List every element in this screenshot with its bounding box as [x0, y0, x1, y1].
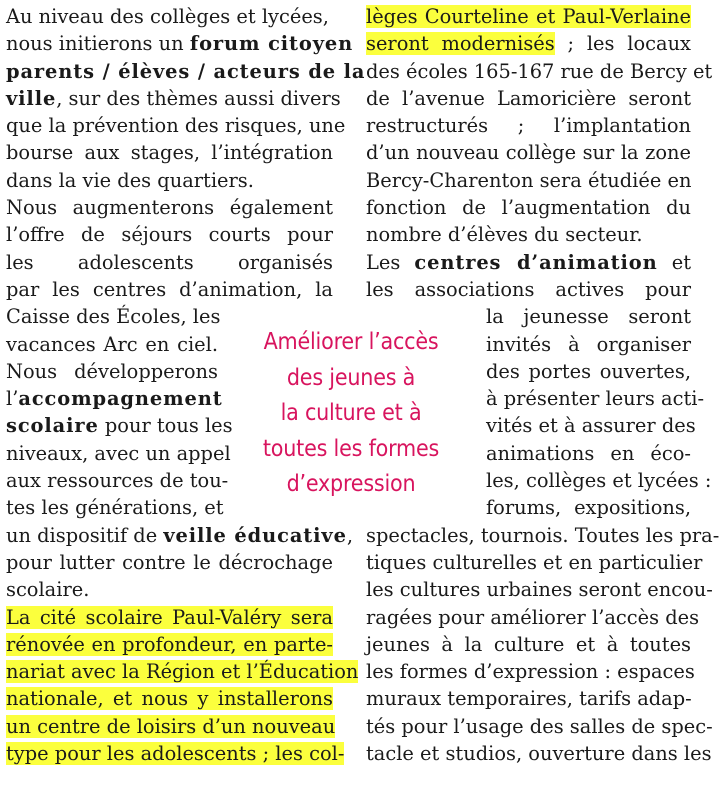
text-line [366, 604, 700, 631]
text-run: seront modernisés [366, 32, 555, 56]
pull-quote-line: des jeunes à [286, 364, 416, 391]
text-run: Au niveau des collèges et lycées, [6, 5, 329, 28]
text-run: nombre d’élèves du secteur. [366, 223, 643, 247]
text-line [486, 494, 691, 521]
text-line [6, 604, 333, 631]
text-run: vacances Arc en ciel. [6, 332, 218, 356]
text-run: des portes ouvertes, [486, 359, 691, 383]
text-run: lèges Courteline et Paul-Verlaine [366, 5, 691, 28]
text-line [6, 30, 354, 57]
text-run: spectacles, tournois. Toutes les pra- [366, 523, 719, 547]
text-line [366, 576, 713, 603]
pull-quote-line: la culture et à [280, 400, 422, 426]
text-run: rénovée en profondeur, en parte- [6, 632, 333, 656]
pull-quote-line: Améliorer l’accès [263, 329, 439, 355]
text-line [6, 358, 218, 385]
text-line [6, 249, 333, 276]
text-line [366, 249, 691, 276]
text-run: que la prévention des risques, une [6, 114, 346, 138]
text-run: tés pour l’usage des salles de spec- [366, 714, 713, 738]
text-line [366, 58, 713, 85]
text-run: à présenter leurs acti- [486, 387, 705, 411]
text-run: nationale, et nous y installerons [6, 687, 333, 711]
text-run: La cité scolaire Paul-Valéry sera [6, 605, 333, 629]
text-run: accompagnement [18, 387, 223, 411]
text-run: la jeunesse seront [486, 305, 691, 329]
text-line [6, 331, 218, 358]
text-line [366, 221, 691, 248]
text-run: les associations actives pour [366, 277, 691, 301]
text-line [6, 713, 336, 740]
text-line [6, 167, 333, 194]
text-line [6, 221, 333, 248]
text-run: vités et à assurer des [486, 414, 696, 438]
text-run: niveaux, avec un appel [6, 441, 231, 465]
text-run: scolaire [6, 414, 99, 438]
text-run: centres d’animation [414, 250, 658, 274]
text-run: un dispositif de [6, 523, 164, 547]
text-line [6, 440, 231, 467]
pull-quote-line: toutes les formes [262, 435, 440, 462]
text-run: invités à organiser [486, 332, 691, 356]
text-line [6, 276, 333, 303]
text-run: par les centres d’animation, la [6, 277, 333, 301]
text-line [366, 631, 691, 658]
text-line [6, 112, 346, 139]
text-run: aux ressources de tou- [6, 469, 229, 493]
text-run: Caisse des Écoles, les [6, 305, 221, 329]
pull-quote [236, 325, 466, 503]
text-run: ; les locaux [554, 32, 691, 56]
text-line [6, 631, 333, 658]
text-run: l’ [6, 387, 19, 411]
text-line [366, 167, 691, 194]
text-run: forum citoyen [189, 32, 354, 56]
text-line [366, 3, 691, 30]
text-line [6, 3, 333, 30]
text-run: et [657, 250, 692, 274]
text-run: Nous augmenterons également [6, 196, 333, 220]
text-line [486, 385, 705, 412]
text-line [6, 58, 366, 85]
text-run: un centre de loisirs d’un nouveau [6, 714, 336, 738]
text-run: d’un nouveau collège sur la zone [366, 141, 691, 165]
text-run: muraux temporaires, tarifs adap- [366, 687, 692, 711]
text-line [6, 740, 345, 767]
text-run: tacle et studios, ouverture dans les [366, 742, 712, 766]
text-run: pour lutter contre le décrochage [6, 550, 333, 574]
text-line [486, 303, 691, 330]
text-run: les formes d’expression : espaces [366, 660, 695, 684]
text-run: bourse aux stages, l’intégration [6, 141, 333, 165]
text-line [366, 522, 719, 549]
text-run: restructurés ; l’implantation [366, 114, 691, 138]
text-run: forums, expositions, [486, 496, 691, 520]
text-run: tiques culturelles et en particulier [366, 550, 703, 574]
text-line [6, 576, 333, 603]
text-run: dans la vie des quartiers. [6, 168, 254, 192]
text-line [486, 440, 691, 467]
text-line [6, 549, 333, 576]
text-run: , sur des thèmes aussi divers [56, 86, 341, 110]
text-line [366, 658, 695, 685]
text-line [366, 685, 691, 712]
text-line [6, 494, 224, 521]
text-line [6, 658, 359, 685]
text-line [366, 139, 691, 166]
text-run: ville [6, 86, 57, 110]
text-run: Bercy-Charenton sera étudiée en [366, 168, 692, 192]
text-run: , [346, 523, 353, 547]
text-run: jeunes à la culture et à toutes [366, 632, 691, 656]
text-line [6, 412, 233, 439]
text-line [366, 549, 703, 576]
text-line [6, 194, 333, 221]
text-run: Nous développerons [6, 359, 218, 383]
text-line [6, 522, 353, 549]
text-line [366, 276, 691, 303]
text-run: veille éducative [163, 523, 347, 547]
text-run: scolaire. [6, 578, 90, 602]
text-line [366, 112, 691, 139]
text-run: ragées pour améliorer l’accès des [366, 605, 700, 629]
text-run: fonction de l’augmentation du [366, 196, 691, 220]
text-run: nous initierons un [6, 32, 190, 56]
text-run: pour tous les [98, 414, 233, 438]
text-run: type pour les adolescents ; les col- [6, 742, 345, 766]
text-line [366, 740, 712, 767]
text-line [6, 85, 341, 112]
text-line [6, 303, 221, 330]
text-line [6, 139, 333, 166]
text-line [366, 713, 713, 740]
text-line [366, 194, 691, 221]
text-run: parents / élèves / acteurs de la [6, 59, 366, 83]
text-run: de l’avenue Lamoricière seront [366, 86, 691, 110]
text-line [6, 685, 333, 712]
text-line [6, 385, 223, 412]
text-run: les adolescents organisés [6, 250, 333, 274]
text-line [486, 467, 712, 494]
text-run: animations en éco- [486, 441, 691, 465]
text-run: nariat avec la Région et l’Éducation [6, 660, 359, 684]
text-line [486, 358, 691, 385]
text-run: l’offre de séjours courts pour [6, 223, 333, 247]
text-run: tes les générations, et [6, 496, 224, 520]
pull-quote-line: d’expression [286, 471, 416, 497]
text-line [486, 412, 696, 439]
text-run: les, collèges et lycées : [486, 469, 712, 493]
text-line [366, 85, 691, 112]
text-line [366, 30, 691, 57]
text-run: les cultures urbaines seront encou- [366, 578, 713, 602]
text-line [6, 467, 229, 494]
text-run: des écoles 165-167 rue de Bercy et [366, 59, 713, 83]
text-run: Les [366, 250, 415, 274]
text-line [486, 331, 691, 358]
